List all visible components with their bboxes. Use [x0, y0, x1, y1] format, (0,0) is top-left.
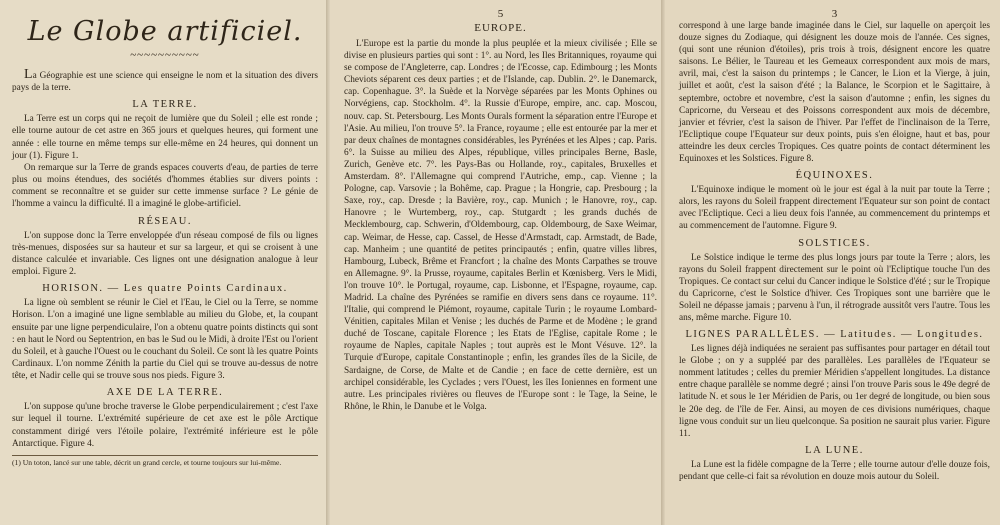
- heading-europe: EUROPE.: [474, 22, 527, 34]
- footnote: (1) Un toton, lancé sur une table, décrit un grand cercle, et tourne toujours sur lui-même.: [12, 455, 318, 468]
- paragraph-zodiaque: correspond à une large bande imaginée dans le Ciel, sur laquelle on aperçoit les douze signes du Zodiaque, qui désignent les douze mois de l'année. Ces signes, (qui sont une réunion d'étoiles), pris trois à trois, désignent encore les quatre saisons. Le Bélier, le Taureau et les Gemeaux correspondent aux mois de mars, avril, mai, c'est la saison du printemps ; le Cancer, le Lion et la Vierge, à juin, juillet et août, c'est la saison d'été ; la Balance, le Scorpion et le Sagittaire, à septembre, octobre et novembre, c'est la saison d'automne ; enfin, les signes du Capricorne, du Verseau et des Poissons correspondent aux mois de décembre, janvier et février, c'est la saison de l'hiver. Par l'effet de l'inclinaison de la Terre, l'Ecliptique coupe l'Equateur sur deux points, puis s'en éloigne, haut et bas, pour atteindre les deux cercles Tropiques. Ces quatre points de contact déterminent les Equinoxes et les Solstices. Figure 8.: [679, 21, 990, 165]
- middle-page: [330, 0, 665, 525]
- paragraph-terre-2: On remarque sur la Terre de grands espaces couverts d'eau, de parties de terre plus ou moins étendues, des sociétés d'hommes établies sur divers points : comment se reconnaître et se guider sur cette immense surface ? Le génie de l'homme a vaincu la difficulté. Il a imaginé le globe-artificiel.: [12, 162, 318, 210]
- paragraph-terre-1: La Terre est un corps qui ne reçoit de lumière que du Soleil ; elle est ronde ; elle tourne autour de cet astre en 365 jours et quelques heures, qui forment une année : elle tourne en même temps sur elle-même en 24 heures, qui donnent un jour (1). Figure 1.: [12, 114, 318, 161]
- heading-lignes-paralleles: LIGNES PARALLÈLES. — Latitudes. — Longitudes.: [685, 329, 984, 341]
- paragraph-europe: L'Europe est la partie du monde la plus peuplée et la mieux civilisée ; Elle se divise en plusieurs parties qui sont : 1°. au Nord, les Iles Britanniques, royaume qui se compose de l'Angleterre, cap. Londres ; de l'Ecosse, cap. Edimbourg ; les Monts Cheviots séparent ces deux parties ; et de l'Islande, cap. Dublin. 2°. le Danemarck, cap. Copenhague. 3°. la Suède et la Norvège séparées par les Monts Ophines ou Norvégiens, cap. Stockholm. 4°. la Russie d'Europe, empire, anc. cap. Moscou, nouv. cap. St. Petersbourg. Les Monts Ourals forment la séparation entre l'Europe et l'Asie. Au milieu, l'on trouve 5°. la France, royaume ; elle est entourée par la mer et par deux chaînes de montagnes considérables, les Pyrénées et les Alpes ; cap. Paris. 6°. la Suisse au milieu des Alpes, république, villes principales Berne, Basle, Zurich, Genève etc. 7°. les Pays-Bas ou Hollande, roy., capitales, Bruxelles et Amsterdam. 8°. l'Allemagne qui comprend l'Autriche, emp., cap. Vienne ; la Pologne, cap. Varsovie ; la Bohême, cap. Prague ; la Hongrie, cap. Presbourg ; la Saxe, roy., cap. Dresde ; la Bavière, roy., cap. Munich ; le Hanovre, roy., cap. Hanovre ; le Wurtemberg, roy., cap. Stutgardt ; les grands duchés de Mecklembourg, cap. Schwerin, d'Oldembourg, cap. Oldembourg, de Saxe Weimar, cap. Weimar, de Hesse, cap. Cassel, de Hesse d'Armstadt, cap. Armstadt, de Bade, cap. Manheim ; une quantité de petites principautés ; enfin, quatre villes libres, Hambourg, Lubeck, Brême et Francfort ; la chaîne des Monts Carpathes se trouve en Allemagne. 9°. la Prusse, royaume, capitales Berlin et Kœnisberg. Vers le Midi, l'on trouve 10°. le Portugal, royaume, cap. Lisbonne, et l'Espagne, royaume, cap. Madrid. La chaîne des Pyrénées se ramifie en divers sens dans ce royaume. 11°. l'Italie, qui comprend le Piémont, royaume, capitale Turin ; le royaume Lombard-Vénitien, capitales Milan et Venise ; les duchés de Parme et de Modène ; le grand duché de Toscane, capitale Florence ; les Etats de l'Eglise, capitale Rome ; le royaume de Naples, capitale Naples ; tout auprès est le Mont Vésuve. 12°. la Turquie d'Europe, capitale Constantinople ; enfin, les grandes îles de la Sicile, de Sardaigne, de Corse, de Malte et de Candie ; en face de cette dernière, est un archipel considérable, les Cyclades ; vers l'Ouest, les îles Ioniennes en forment une autre. Les principales rivières ou fleuves de l'Europe sont : le Tage, la Seine, le Rhône, le Rhin, le Danube et le Volga.: [344, 39, 657, 412]
- paragraph-solstices: Le Solstice indique le terme des plus longs jours par toute la Terre ; alors, les rayons du Soleil frappent directement sur le point où l'Ecliptique touche l'un des Tropiques. Ce contact sur celui du Cancer indique le Solstice d'été ; sur le Tropique du Capricorne, c'est le Solstice d'hiver. Ces Tropiques sont une barrière que le Soleil ne dépasse jamais ; parvenu à l'un, il rétrograde aussitôt vers l'autre. Tous les ans, même marche. Figure 10.: [679, 252, 990, 323]
- page-number: 3: [831, 8, 838, 20]
- paragraph-reseau: L'on suppose donc la Terre enveloppée d'un réseau composé de fils ou lignes très-menues, disposées sur sa hauteur et sur sa largeur, et qui se croisent à une distance calculée et invariable. Ces lignes ont une désignation analogue à leur emploi. Figure 2.: [12, 230, 318, 278]
- paragraph-axe: L'on suppose qu'une broche traverse le Globe perpendiculairement ; c'est l'axe sur lequel il tourne. L'extrémité supérieure de cet axe est le pôle Arctique constamment dirigé vers l'étoile polaire, l'extrémité inférieure est le pôle Antarctique. Figure 4.: [12, 402, 318, 449]
- paragraph-lignes-paralleles: Les lignes déjà indiquées ne seraient pas suffisantes pour partager en détail tout le Globe ; on y a suppléé par des parallèles. Les parallèles de l'Equateur se nomment latitudes ; celles du premier Méridien s'appellent longitudes. La distance entre chaque parallèle se nomme degré ; ainsi l'on trouve Paris sous le 49e degré de latitude N. et sous le 1er Méridien de Paris, ou 1er degré de longitude, ou bien sous le 20e deg. de l'île de Fer. Ainsi, au moyen de ces divisions numériques, chaque ligne vous conduit sur un lieu quelconque. Sa position ne saurait plus varier. Figure 11.: [679, 344, 990, 439]
- intro-paragraph: La Géographie est une science qui enseigne le nom et la situation des divers pays de la terre.: [12, 67, 318, 94]
- heading-horison: HORISON. — Les quatre Points Cardinaux.: [42, 283, 288, 295]
- heading-la-lune: LA LUNE.: [805, 444, 864, 456]
- drop-cap: L: [24, 67, 33, 82]
- heading-axe: AXE DE LA TERRE.: [106, 387, 224, 399]
- left-page: [0, 0, 330, 525]
- page-number: 5: [497, 8, 504, 20]
- paragraph-horison: La ligne où semblent se réunir le Ciel et l'Eau, le Ciel ou la Terre, se nomme Horison. L'on a imaginé une ligne semblable au milieu du Globe, et, la coupant ensuite par une ligne perpendiculaire, l'on a obtenu quatre points distincts qui sont : en haut le Nord ou Septentrion, en bas le Sud ou le Midi, à droite l'Est ou l'orient du Soleil, et à gauche l'Ouest ou le couchant du Soleil. Ce sont là les quatre Points Cardinaux. L'on nomme Zénith la partie du Ciel qui se trouve au-dessus de notre tête, et Nadir celle qui se trouve sous nos pieds. Figure 3.: [12, 298, 318, 382]
- heading-equinoxes: ÉQUINOXES.: [795, 170, 874, 182]
- right-page: [665, 0, 1000, 525]
- paragraph-la-lune: La Lune est la fidèle compagne de la Terre ; elle tourne autour d'elle douze fois, pendant que celle-ci fait sa révolution en douze mois autour du Soleil.: [679, 459, 990, 482]
- page-title: Le Globe artificiel.: [27, 16, 303, 47]
- paragraph-equinoxes: L'Equinoxe indique le moment où le jour est égal à la nuit par toute la Terre ; alors, les rayons du Soleil frappent directement l'Equateur sur son point de contact avec l'Ecliptique. Ceci a lieu deux fois l'année, au commencement du printemps et au commencement de l'automne. Figure 9.: [679, 185, 990, 232]
- heading-reseau: RÉSEAU.: [138, 215, 192, 227]
- heading-solstices: SOLSTICES.: [798, 237, 871, 249]
- title-ornament: ~~~~~~~~~~: [130, 49, 200, 61]
- heading-la-terre: LA TERRE.: [132, 99, 198, 111]
